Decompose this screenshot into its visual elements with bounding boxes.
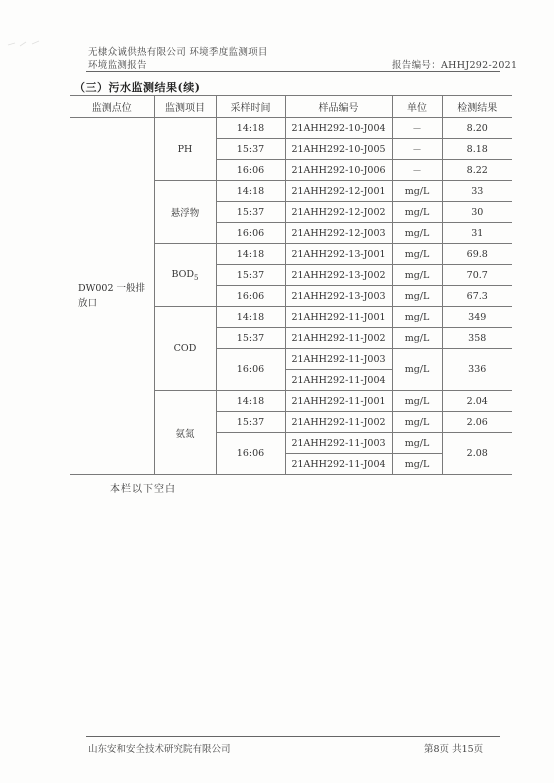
sample-id: 21AHH292-11-J001 — [285, 391, 392, 412]
unit: mg/L — [392, 223, 442, 244]
sampling-time: 15:37 — [216, 139, 285, 160]
sampling-time: 16:06 — [216, 286, 285, 307]
result: 30 — [442, 202, 512, 223]
header-doc-type: 环境监测报告 — [88, 60, 147, 71]
monitoring-item: PH — [154, 118, 216, 181]
scan-mark — [6, 38, 46, 48]
unit: mg/L — [392, 244, 442, 265]
sample-id: 21AHH292-11-J002 — [285, 328, 392, 349]
result: 67.3 — [442, 286, 512, 307]
result: 8.22 — [442, 160, 512, 181]
sample-id: 21AHH292-13-J001 — [285, 244, 392, 265]
unit: mg/L — [392, 412, 442, 433]
footer-rule — [86, 736, 500, 737]
sample-id: 21AHH292-10-J006 — [285, 160, 392, 181]
sample-id: 21AHH292-13-J002 — [285, 265, 392, 286]
sampling-time: 14:18 — [216, 391, 285, 412]
monitoring-location: DW002 一般排放口 — [70, 118, 154, 475]
sample-id: 21AHH292-12-J003 — [285, 223, 392, 244]
item-subscript: 5 — [194, 273, 199, 282]
sampling-time: 15:37 — [216, 328, 285, 349]
monitoring-item: COD — [154, 307, 216, 391]
sampling-time: 15:37 — [216, 202, 285, 223]
header-rule — [86, 71, 500, 72]
result: 70.7 — [442, 265, 512, 286]
column-header: 监测项目 — [154, 96, 216, 118]
result: 69.8 — [442, 244, 512, 265]
unit: mg/L — [392, 202, 442, 223]
column-header: 单位 — [392, 96, 442, 118]
monitoring-item: 悬浮物 — [154, 181, 216, 244]
unit: mg/L — [392, 391, 442, 412]
unit: mg/L — [392, 307, 442, 328]
result: 33 — [442, 181, 512, 202]
column-header: 监测点位 — [70, 96, 154, 118]
blank-below-note: 本栏以下空白 — [110, 484, 176, 495]
result: 358 — [442, 328, 512, 349]
unit: mg/L — [392, 286, 442, 307]
sampling-time: 16:06 — [216, 349, 285, 391]
sample-id: 21AHH292-11-J004 — [285, 454, 392, 475]
unit: mg/L — [392, 181, 442, 202]
monitoring-item: 氨氮 — [154, 391, 216, 475]
result: 31 — [442, 223, 512, 244]
result: 8.18 — [442, 139, 512, 160]
sample-id: 21AHH292-13-J003 — [285, 286, 392, 307]
unit: － — [392, 139, 442, 160]
result: 8.20 — [442, 118, 512, 139]
result: 336 — [442, 349, 512, 391]
sample-id: 21AHH292-11-J003 — [285, 349, 392, 370]
sample-id: 21AHH292-11-J004 — [285, 370, 392, 391]
column-header: 采样时间 — [216, 96, 285, 118]
header-org-line: 无棣众诚供热有限公司 环境季度监测项目 — [88, 47, 268, 58]
header-report-number: 报告编号：AHHJ292-2021 — [392, 60, 518, 71]
table-header-row — [70, 96, 512, 118]
unit: mg/L — [392, 265, 442, 286]
footer-institute: 山东安和安全技术研究院有限公司 — [88, 744, 231, 755]
wastewater-results-table — [70, 95, 512, 475]
sampling-time: 14:18 — [216, 118, 285, 139]
result: 2.06 — [442, 412, 512, 433]
table-row — [70, 118, 512, 139]
unit: mg/L — [392, 328, 442, 349]
unit: mg/L — [392, 433, 442, 454]
sampling-time: 16:06 — [216, 433, 285, 475]
section-title: （三）污水监测结果(续) — [74, 81, 201, 94]
column-header: 样品编号 — [285, 96, 392, 118]
result: 2.04 — [442, 391, 512, 412]
sampling-time: 14:18 — [216, 307, 285, 328]
sample-id: 21AHH292-10-J005 — [285, 139, 392, 160]
sampling-time: 15:37 — [216, 412, 285, 433]
page-number: 第8页 共15页 — [424, 744, 484, 755]
result: 349 — [442, 307, 512, 328]
sampling-time: 15:37 — [216, 265, 285, 286]
sample-id: 21AHH292-10-J004 — [285, 118, 392, 139]
unit: － — [392, 118, 442, 139]
column-header: 检测结果 — [442, 96, 512, 118]
sample-id: 21AHH292-11-J002 — [285, 412, 392, 433]
sampling-time: 16:06 — [216, 160, 285, 181]
unit: mg/L — [392, 454, 442, 475]
sample-id: 21AHH292-11-J001 — [285, 307, 392, 328]
sample-id: 21AHH292-12-J002 — [285, 202, 392, 223]
result: 2.08 — [442, 433, 512, 475]
sampling-time: 14:18 — [216, 244, 285, 265]
monitoring-item — [154, 244, 216, 307]
unit: － — [392, 160, 442, 181]
sample-id: 21AHH292-11-J003 — [285, 433, 392, 454]
sample-id: 21AHH292-12-J001 — [285, 181, 392, 202]
sampling-time: 14:18 — [216, 181, 285, 202]
item-name: BOD — [171, 268, 195, 280]
sampling-time: 16:06 — [216, 223, 285, 244]
unit: mg/L — [392, 349, 442, 391]
